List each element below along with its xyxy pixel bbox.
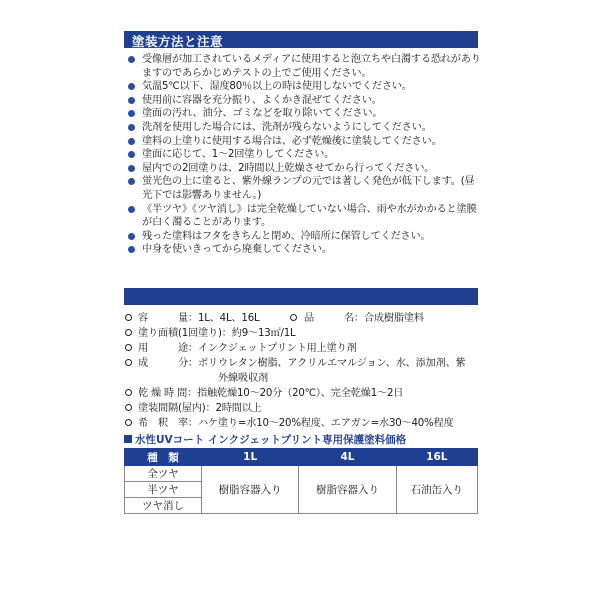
bullet-icon xyxy=(128,206,135,213)
note-item: 《半ツヤ》《ツヤ消し》は完全乾燥していない場合、雨や水がかかると塗膜が白く濁ることがあります。 xyxy=(124,203,484,230)
circle-bullet-icon xyxy=(125,344,132,351)
spec-row-area: 塗り面積(1回塗り)：約9～13㎡/1L xyxy=(124,326,494,341)
bullet-icon xyxy=(128,178,135,185)
header-1l: 1L xyxy=(202,449,299,466)
circle-bullet-icon xyxy=(125,329,132,336)
spec-row-use: 用 途：インクジェットプリント用上塗り剤 xyxy=(124,341,494,356)
header-type: 種 類 xyxy=(125,449,202,466)
circle-bullet-icon xyxy=(290,314,297,321)
bullet-icon xyxy=(128,138,135,145)
note-item: 塗面に応じて、1～2回塗りしてください。 xyxy=(124,148,484,162)
header-16l: 16L xyxy=(396,449,477,466)
note-item: 蛍光色の上に塗ると、紫外線ランプの元では著しく発色が低下します。(昼光下では影響ありません。) xyxy=(124,175,484,202)
circle-bullet-icon xyxy=(125,404,132,411)
container-cell: 樹脂容器入り xyxy=(299,466,396,514)
spec-row-components-cont: 外線吸収剤 xyxy=(218,373,268,384)
type-cell: ツヤ消し xyxy=(125,498,202,514)
circle-bullet-icon xyxy=(125,359,132,366)
container-cell: 石油缶入り xyxy=(396,466,477,514)
bullet-icon xyxy=(128,56,135,63)
type-cell: 全ツヤ xyxy=(125,466,202,482)
section-header-usage xyxy=(124,31,478,48)
spec-list xyxy=(124,311,494,431)
section-title: 塗装方法と注意 xyxy=(132,34,224,49)
bullet-icon xyxy=(128,165,135,172)
price-title: 水性UVコート インクジェットプリント専用保護塗料価格 xyxy=(124,432,406,447)
bullet-icon xyxy=(128,233,135,240)
note-item: 気温5℃以下、湿度80％以上の時は使用しないでください。 xyxy=(124,80,484,94)
bullet-icon xyxy=(128,151,135,158)
spec-row-drying: 乾 燥 時 間：指触乾燥10～20分（20℃）、完全乾燥1～2日 xyxy=(124,386,494,401)
spec-row-components: 成 分：ポリウレタン樹脂、アクリルエマルジョン、水、添加剤、紫 xyxy=(124,356,494,371)
table-row xyxy=(125,466,478,482)
square-bullet-icon xyxy=(124,435,132,443)
container-cell: 樹脂容器入り xyxy=(202,466,299,514)
note-item: 受像層が加工されているメディアに使用すると泡立ちや白濁する恐れがありますのであらかじめテストの上でご使用ください。 xyxy=(124,53,484,80)
price-table-header xyxy=(125,449,478,466)
note-item: 使用前に容器を充分振り、よくかき混ぜてください。 xyxy=(124,94,484,108)
bullet-icon xyxy=(128,83,135,90)
header-4l: 4L xyxy=(299,449,396,466)
circle-bullet-icon xyxy=(125,314,132,321)
note-item: 塗料の上塗りに使用する場合は、必ず乾燥後に塗装してください。 xyxy=(124,135,484,149)
note-item: 洗剤を使用した場合には、洗剤が残らないようにしてください。 xyxy=(124,121,484,135)
section-header-specs xyxy=(124,288,478,305)
spec-row-dilution: 希 釈 率：ハケ塗り=水10～20%程度、エアガン=水30～40%程度 xyxy=(124,416,494,431)
circle-bullet-icon xyxy=(125,389,132,396)
note-item: 塗面の汚れ、油分、ゴミなどを取り除いてください。 xyxy=(124,107,484,121)
note-item: 屋内での2回塗りは、2時間以上乾燥させてから行ってください。 xyxy=(124,162,484,176)
usage-notes-list xyxy=(124,53,484,257)
note-item: 残った塗料はフタをきちんと閉め、冷暗所に保管してください。 xyxy=(124,230,484,244)
spec-row-interval: 塗装間隔(屋内)：2時間以上 xyxy=(124,401,494,416)
bullet-icon xyxy=(128,97,135,104)
spec-row-volume: 容 量：1L、4L、16L 品 名：合成樹脂塗料 xyxy=(124,311,494,326)
note-item: 中身を使いきってから廃棄してください。 xyxy=(124,243,484,257)
bullet-icon xyxy=(128,246,135,253)
type-cell: 半ツヤ xyxy=(125,482,202,498)
circle-bullet-icon xyxy=(125,419,132,426)
bullet-icon xyxy=(128,110,135,117)
spec-product: 品 名：合成樹脂塗料 xyxy=(304,311,424,326)
bullet-icon xyxy=(128,124,135,131)
price-table xyxy=(124,448,478,514)
